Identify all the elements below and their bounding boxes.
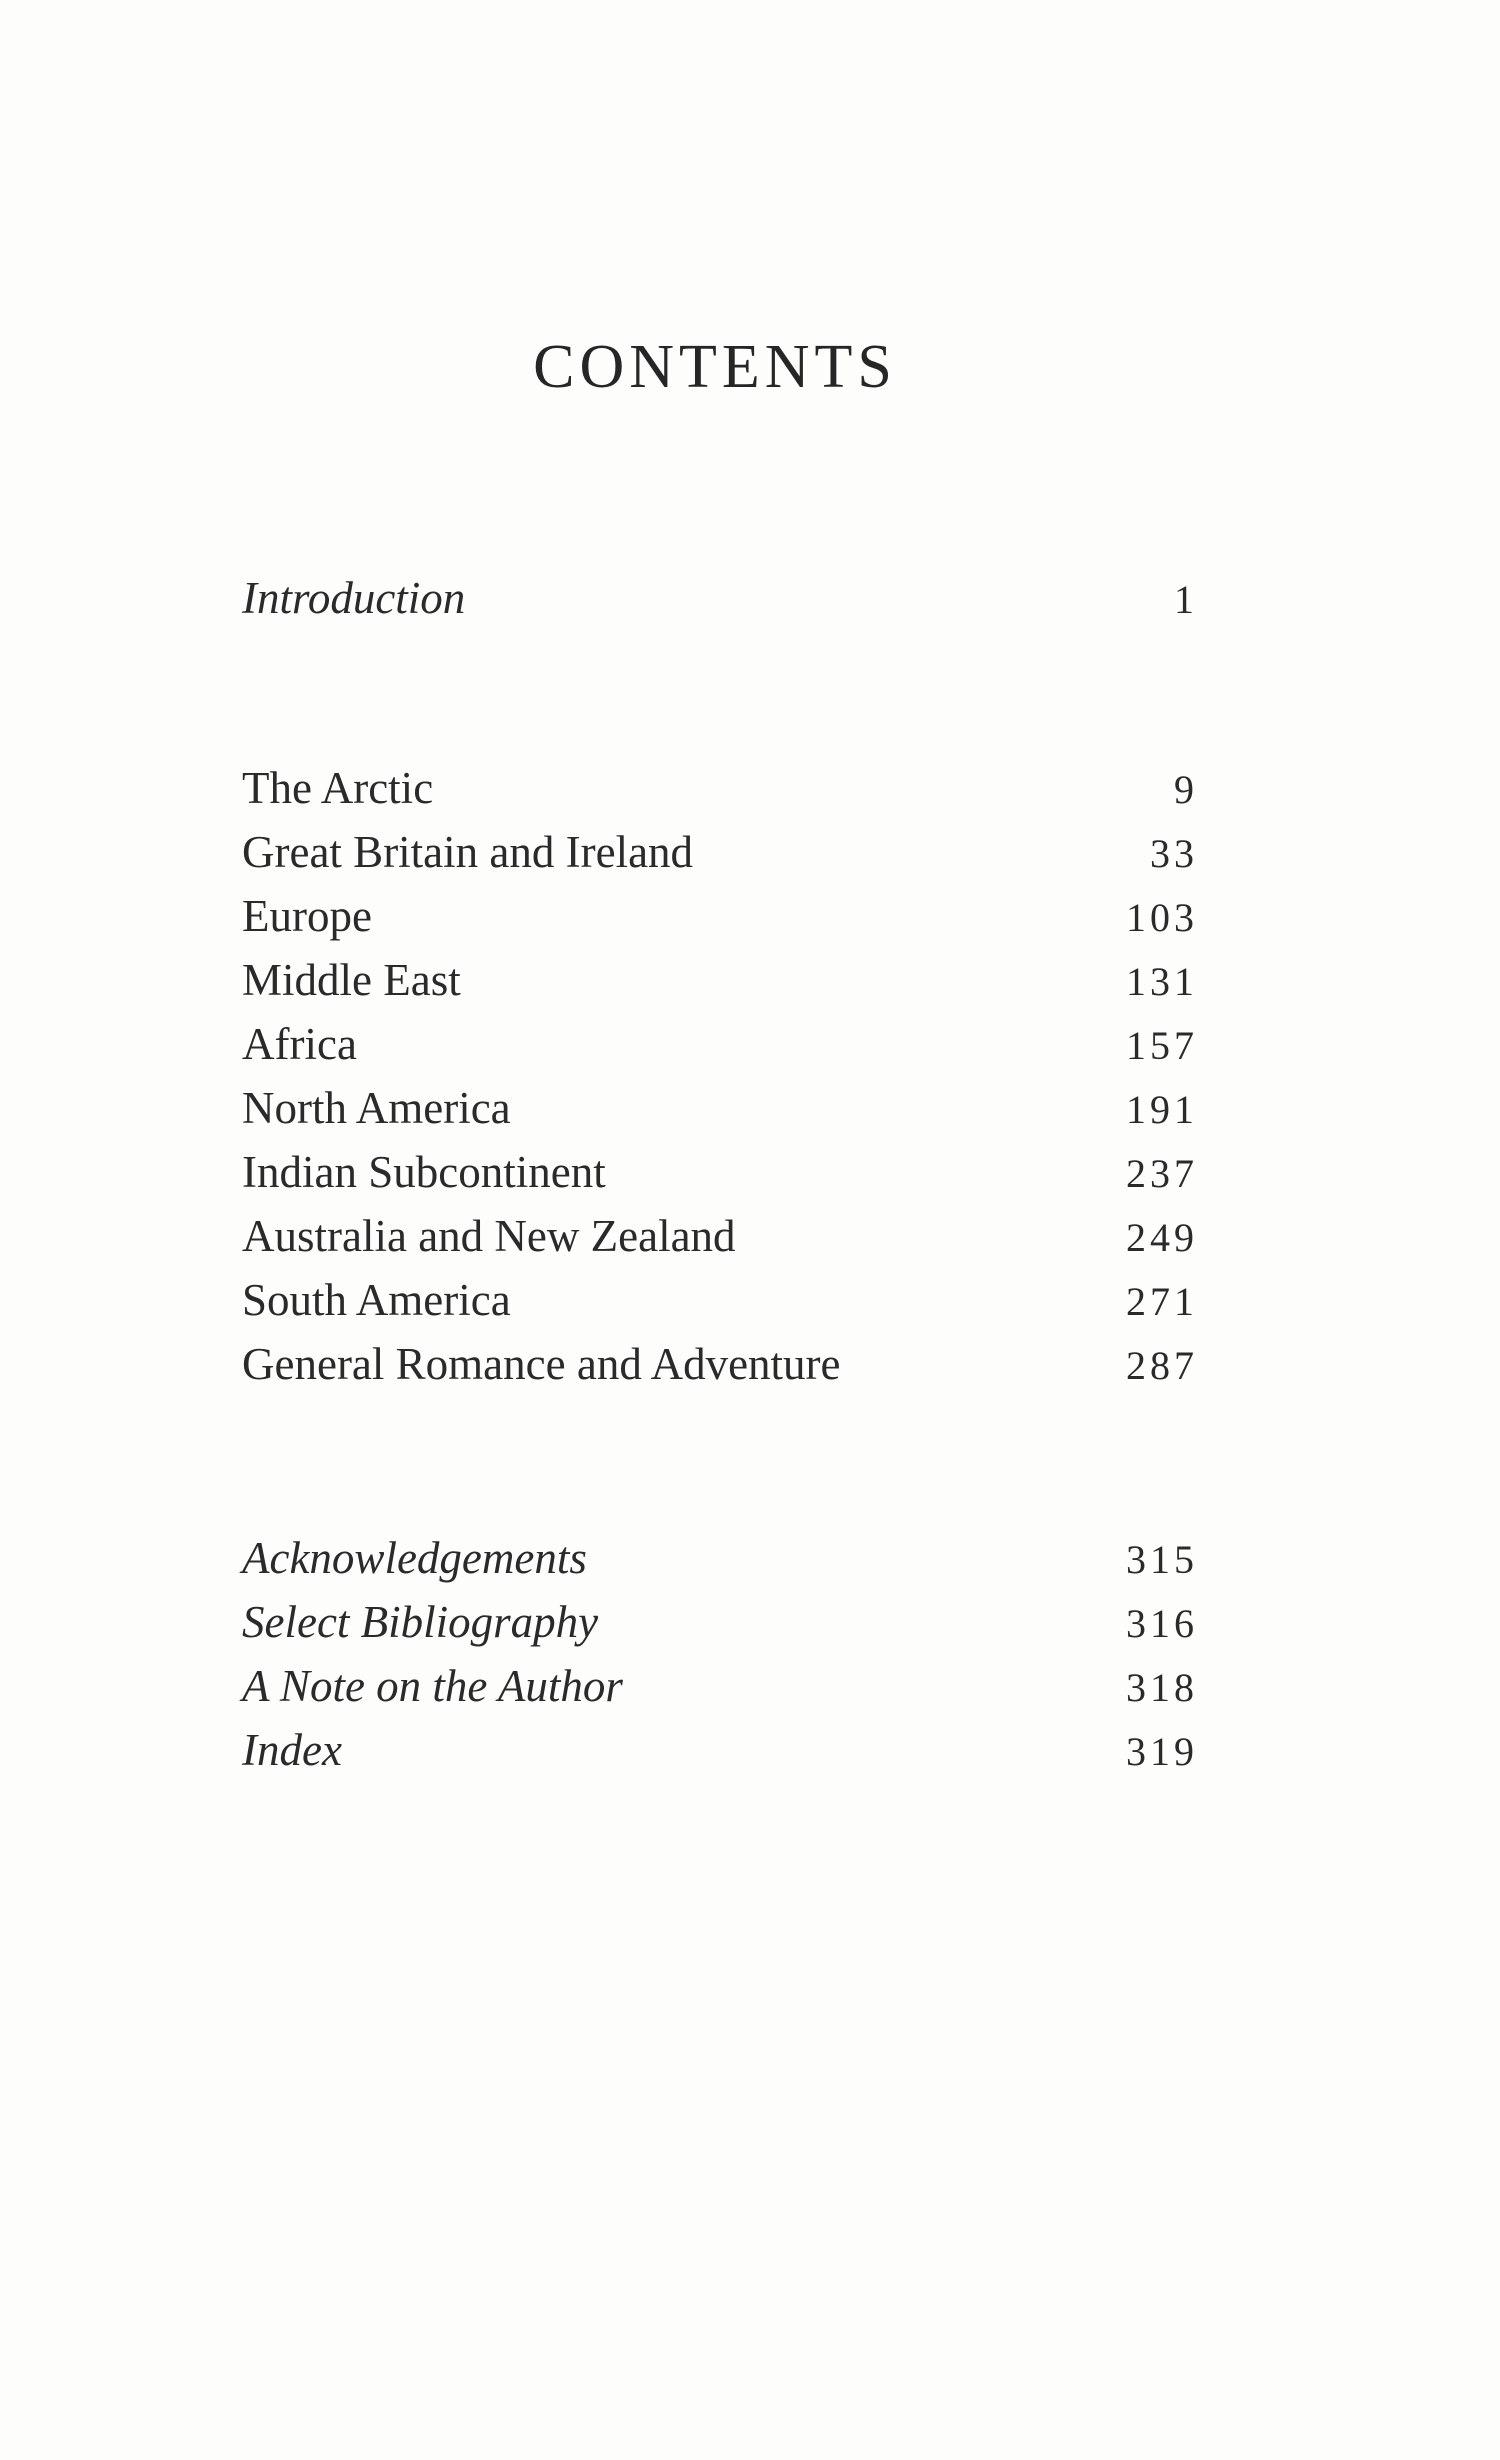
toc-entry-page: 131 (1126, 959, 1198, 1004)
toc-entry-title: Australia and New Zealand (242, 1211, 736, 1261)
toc-entry-page: 103 (1126, 895, 1198, 940)
toc-entry-page: 315 (1126, 1537, 1198, 1582)
toc-entry[interactable] (242, 1204, 1198, 1268)
back-matter-list (242, 1526, 1198, 1782)
toc-entry-title: Indian Subcontinent (242, 1147, 606, 1197)
toc-entry[interactable] (242, 566, 1198, 630)
toc-entry[interactable] (242, 1012, 1198, 1076)
toc-entry[interactable] (242, 1718, 1198, 1782)
toc-entry-page: 318 (1126, 1665, 1198, 1710)
toc-entry[interactable] (242, 1526, 1198, 1590)
toc-entry-page: 33 (1150, 831, 1198, 876)
toc-entry-title: Middle East (242, 955, 461, 1005)
toc-entry-title: Africa (242, 1019, 357, 1069)
toc-entry-title: A Note on the Author (242, 1661, 623, 1711)
toc-entry-page: 249 (1126, 1215, 1198, 1260)
toc-entry-title: South America (242, 1275, 511, 1325)
toc-entry-page: 271 (1126, 1279, 1198, 1324)
toc-entry-title: The Arctic (242, 763, 434, 813)
chapter-list (242, 756, 1198, 1396)
toc-entry-title: Select Bibliography (242, 1597, 599, 1647)
toc-entry-page: 237 (1126, 1151, 1198, 1196)
toc-entry[interactable] (242, 1332, 1198, 1396)
front-matter-list (242, 566, 1198, 630)
toc-entry-page: 157 (1126, 1023, 1198, 1068)
toc-entry-page: 319 (1126, 1729, 1198, 1774)
toc-entry-page: 287 (1126, 1343, 1198, 1388)
toc-entry[interactable] (242, 1590, 1198, 1654)
toc-entry[interactable] (242, 1076, 1198, 1140)
toc-entry-page: 9 (1174, 767, 1198, 812)
toc-entry[interactable] (242, 820, 1198, 884)
toc-entry[interactable] (242, 1268, 1198, 1332)
toc-entry[interactable] (242, 948, 1198, 1012)
toc-entry-title: Great Britain and Ireland (242, 827, 694, 877)
toc-entry-page: 316 (1126, 1601, 1198, 1646)
toc-entry[interactable] (242, 756, 1198, 820)
toc-entry[interactable] (242, 1654, 1198, 1718)
toc-entry-title: Index (242, 1725, 342, 1775)
toc-entry-title: Introduction (242, 573, 466, 623)
toc-entry[interactable] (242, 884, 1198, 948)
toc-entry-title: General Romance and Adventure (242, 1339, 841, 1389)
toc-entry-page: 1 (1174, 577, 1198, 622)
page-title: CONTENTS (533, 333, 897, 401)
toc-entry-title: North America (242, 1083, 511, 1133)
toc-entry-title: Acknowledgements (242, 1533, 587, 1583)
toc-entry[interactable] (242, 1140, 1198, 1204)
toc-entry-page: 191 (1126, 1087, 1198, 1132)
toc-entry-title: Europe (242, 891, 372, 941)
